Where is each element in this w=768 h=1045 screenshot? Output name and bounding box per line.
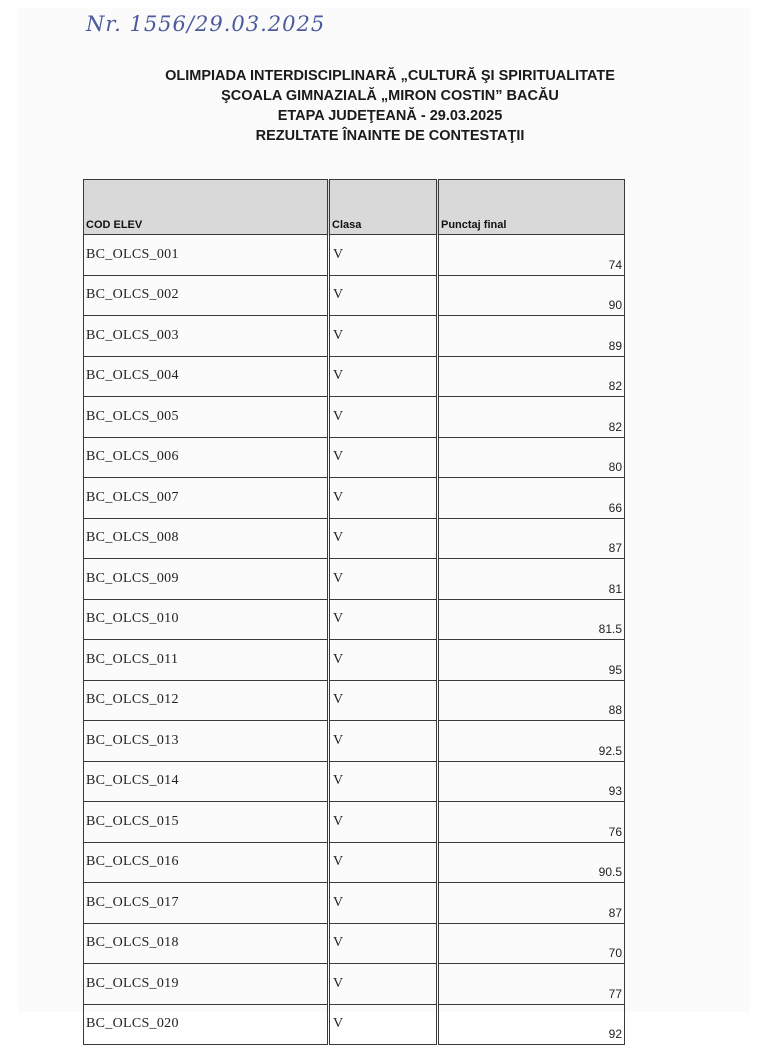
column-header-final-score: Punctaj final — [438, 180, 625, 235]
student-code-cell: BC_OLCS_008 — [84, 518, 329, 559]
table-row — [84, 883, 625, 924]
table-row — [84, 397, 625, 438]
final-score-cell: 81.5 — [438, 599, 625, 640]
table-row — [84, 559, 625, 600]
student-code-cell: BC_OLCS_014 — [84, 761, 329, 802]
class-cell: V — [329, 640, 438, 681]
student-code-cell: BC_OLCS_019 — [84, 964, 329, 1005]
student-code-cell: BC_OLCS_012 — [84, 680, 329, 721]
class-cell: V — [329, 437, 438, 478]
table-row — [84, 356, 625, 397]
final-score-cell: 74 — [438, 235, 625, 276]
table-row — [84, 842, 625, 883]
final-score-cell: 66 — [438, 478, 625, 519]
final-score-cell: 93 — [438, 761, 625, 802]
column-header-class: Clasa — [329, 180, 438, 235]
table-row — [84, 275, 625, 316]
class-cell: V — [329, 316, 438, 357]
table-header-row — [84, 180, 625, 235]
class-cell: V — [329, 761, 438, 802]
final-score-cell: 95 — [438, 640, 625, 681]
student-code-cell: BC_OLCS_005 — [84, 397, 329, 438]
class-cell: V — [329, 802, 438, 843]
final-score-cell: 81 — [438, 559, 625, 600]
student-code-cell: BC_OLCS_015 — [84, 802, 329, 843]
final-score-cell: 89 — [438, 316, 625, 357]
final-score-cell: 90 — [438, 275, 625, 316]
final-score-cell: 88 — [438, 680, 625, 721]
table-row — [84, 761, 625, 802]
class-cell: V — [329, 356, 438, 397]
class-cell: V — [329, 964, 438, 1005]
final-score-cell: 87 — [438, 518, 625, 559]
table-row — [84, 802, 625, 843]
student-code-cell: BC_OLCS_006 — [84, 437, 329, 478]
class-cell: V — [329, 923, 438, 964]
column-header-student-code: COD ELEV — [84, 180, 329, 235]
heading-line-stage: ETAPA JUDEŢEANĂ - 29.03.2025 — [277, 108, 503, 124]
table-row — [84, 964, 625, 1005]
table-row — [84, 478, 625, 519]
table-row — [84, 923, 625, 964]
class-cell: V — [329, 275, 438, 316]
table-row — [84, 316, 625, 357]
table-row — [84, 235, 625, 276]
final-score-cell: 77 — [438, 964, 625, 1005]
student-code-cell: BC_OLCS_011 — [84, 640, 329, 681]
final-score-cell: 82 — [438, 356, 625, 397]
final-score-cell: 87 — [438, 883, 625, 924]
final-score-cell: 70 — [438, 923, 625, 964]
class-cell: V — [329, 559, 438, 600]
results-table — [83, 179, 625, 1045]
student-code-cell: BC_OLCS_002 — [84, 275, 329, 316]
student-code-cell: BC_OLCS_020 — [84, 1004, 329, 1045]
class-cell: V — [329, 599, 438, 640]
heading-line-olympiad: OLIMPIADA INTERDISCIPLINARĂ „CULTURĂ ŞI SPIRITUALITATE — [165, 68, 615, 84]
registration-number-handwritten: Nr. 1556/29.03.2025 — [86, 12, 326, 36]
class-cell: V — [329, 518, 438, 559]
class-cell: V — [329, 680, 438, 721]
class-cell: V — [329, 397, 438, 438]
student-code-cell: BC_OLCS_009 — [84, 559, 329, 600]
student-code-cell: BC_OLCS_016 — [84, 842, 329, 883]
final-score-cell: 76 — [438, 802, 625, 843]
class-cell: V — [329, 235, 438, 276]
student-code-cell: BC_OLCS_004 — [84, 356, 329, 397]
table-row — [84, 437, 625, 478]
student-code-cell: BC_OLCS_007 — [84, 478, 329, 519]
class-cell: V — [329, 721, 438, 762]
table-row — [84, 1004, 625, 1045]
student-code-cell: BC_OLCS_017 — [84, 883, 329, 924]
student-code-cell: BC_OLCS_003 — [84, 316, 329, 357]
final-score-cell: 92 — [438, 1004, 625, 1045]
document-heading — [80, 66, 700, 146]
final-score-cell: 80 — [438, 437, 625, 478]
class-cell: V — [329, 883, 438, 924]
class-cell: V — [329, 478, 438, 519]
student-code-cell: BC_OLCS_001 — [84, 235, 329, 276]
student-code-cell: BC_OLCS_018 — [84, 923, 329, 964]
table-row — [84, 599, 625, 640]
student-code-cell: BC_OLCS_013 — [84, 721, 329, 762]
final-score-cell: 82 — [438, 397, 625, 438]
final-score-cell: 90.5 — [438, 842, 625, 883]
class-cell: V — [329, 1004, 438, 1045]
student-code-cell: BC_OLCS_010 — [84, 599, 329, 640]
final-score-cell: 92.5 — [438, 721, 625, 762]
table-row — [84, 721, 625, 762]
table-row — [84, 518, 625, 559]
table-row — [84, 640, 625, 681]
class-cell: V — [329, 842, 438, 883]
heading-line-school: ŞCOALA GIMNAZIALĂ „MIRON COSTIN” BACĂU — [221, 88, 559, 104]
table-row — [84, 680, 625, 721]
heading-line-results: REZULTATE ÎNAINTE DE CONTESTAŢII — [255, 128, 525, 144]
